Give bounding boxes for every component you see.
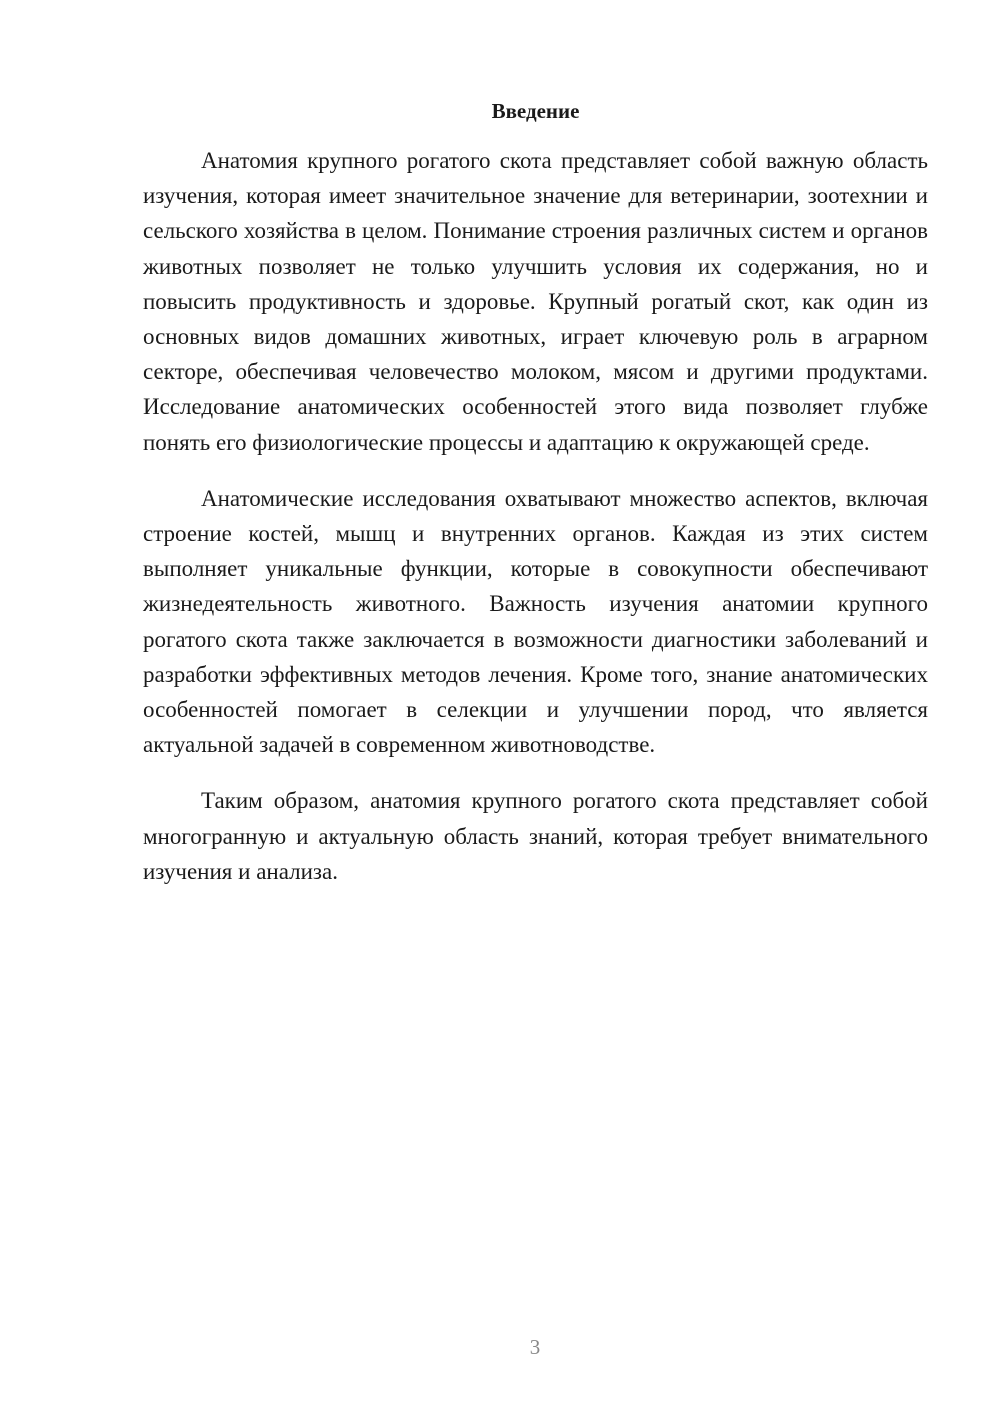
paragraph-1: Анатомия крупного рогатого скота представляет собой важную область изучения, которая имеет значительное значение для ветеринарии, зоотехнии и сельского хозяйства в целом. Понимание строения различных систем и органов животных позволяет не только улучшить условия их содержания, но и повысить продуктивность и здоровье. Крупный рогатый скот, как один из основных видов домашних животных, играет ключевую роль в аграрном секторе, обеспечивая человечество молоком, мясом и другими продуктами. Исследование анатомических особенностей этого вида позволяет глубже понять его физиологические процессы и адаптацию к окружающей среде. [143,148,928,455]
page-number: 3 [529,1335,541,1359]
page-title: Введение [491,99,580,123]
paragraph-2: Анатомические исследования охватывают множество аспектов, включая строение костей, мышц и внутренних органов. Каждая из этих систем выполняет уникальные функции, которые в совокупности обеспечивают жизнедеятельность животного. Важность изучения анатомии крупного рогатого скота также заключается в возможности диагностики заболеваний и разработки эффективных методов лечения. Кроме того, знание анатомических особенностей помогает в селекции и улучшении пород, что является актуальной задачей в современном животноводстве. [143,485,928,758]
paragraph-3: Таким образом, анатомия крупного рогатого скота представляет собой многогранную и актуальную область знаний, которая требует внимательного изучения и анализа. [143,788,928,884]
body-text [143,143,928,910]
